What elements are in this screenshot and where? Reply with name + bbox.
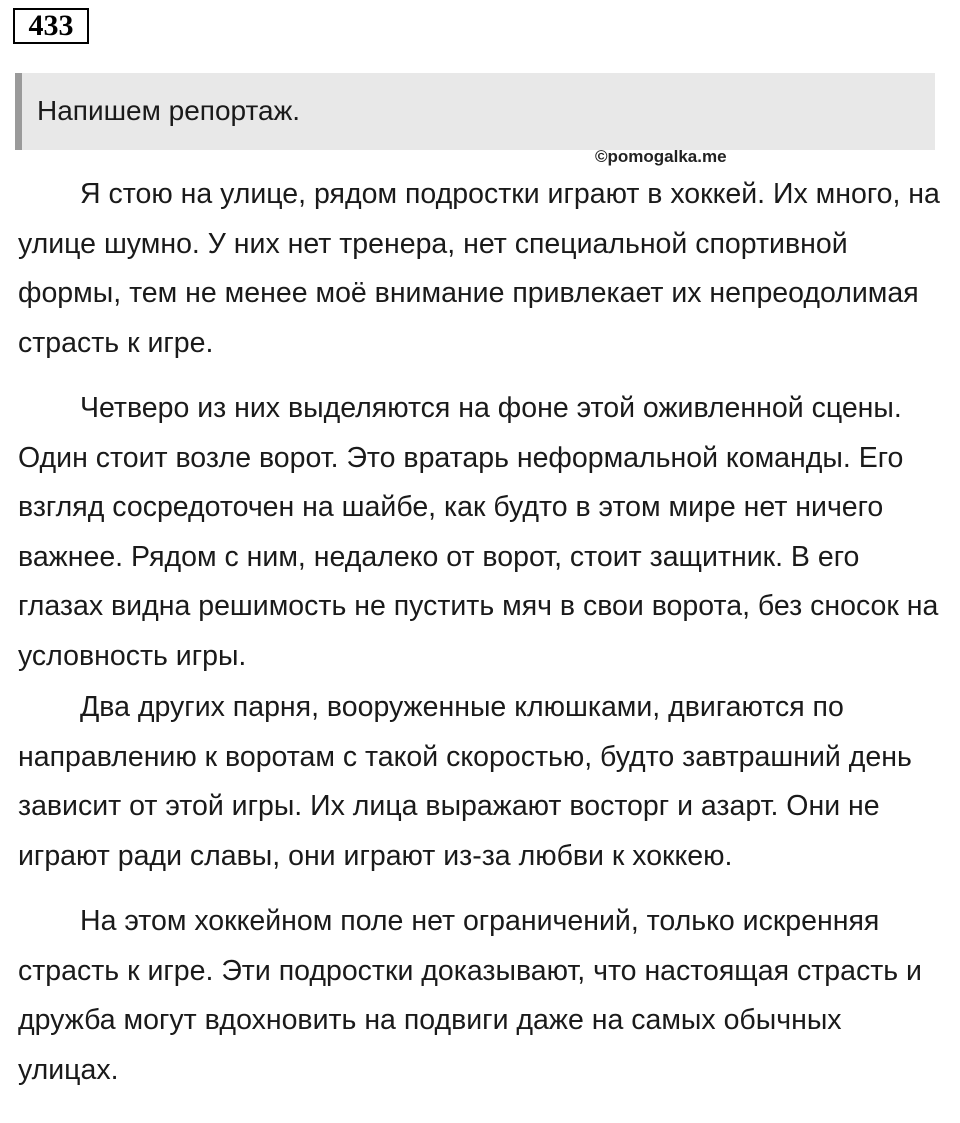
paragraph-3: Два других парня, вооруженные клюшками, двигаются по направлению к воротам с такой скоростью, будто завтрашний день зависит от этой игры. Их лица выражают восторг и азарт. Они не играют ради славы, они играют из-за любви к хоккею.	[18, 691, 912, 872]
paragraph-4: На этом хоккейном поле нет ограничений, только искренняя страсть к игре. Эти подростки доказывают, что настоящая страсть и дружба могут вдохновить на подвиги даже на самых обычных улицах.	[18, 905, 922, 1086]
paragraph-1: Я стою на улице, рядом подростки играют в хоккей. Их много, на улице шумно. У них нет тренера, нет специальной спортивной формы, тем не менее моё внимание привлекает их непреодолимая страсть к игре.	[18, 178, 940, 359]
task-number-badge: 433	[13, 8, 89, 44]
task-title: Напишем репортаж.	[37, 95, 301, 126]
task-header-box	[15, 73, 935, 150]
report-text	[18, 170, 940, 1095]
watermark: ©pomogalka.me	[595, 147, 727, 166]
paragraph-2: Четверо из них выделяются на фоне этой оживленной сцены. Один стоит возле ворот. Это вратарь неформальной команды. Его взгляд сосредоточен на шайбе, как будто в этом мире нет ничего важнее. Рядом с ним, недалеко от ворот, стоит защитник. В его глазах видна решимость не пустить мяч в свои ворота, без сносок на условность игры.	[18, 392, 939, 672]
